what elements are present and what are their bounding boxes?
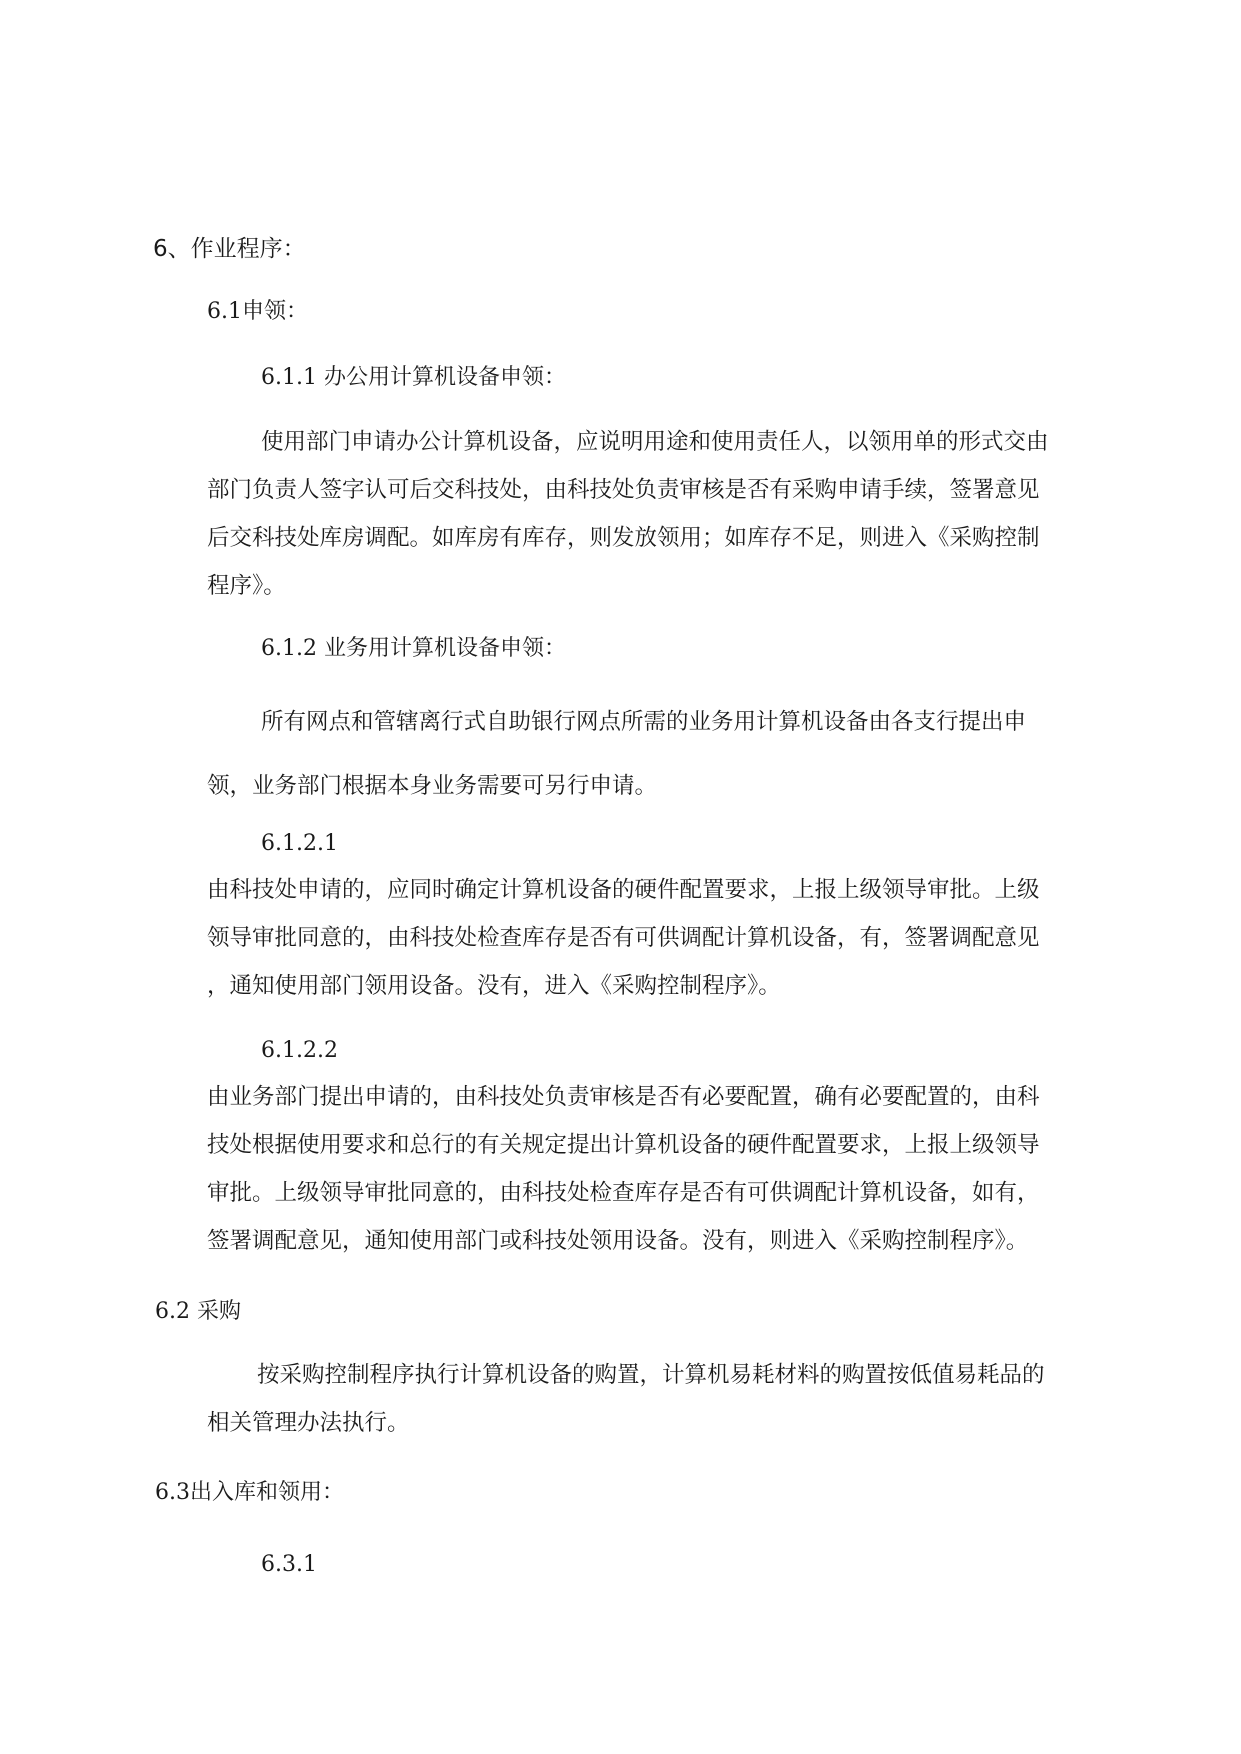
text-line: ，通知使用部门领用设备。没有，进入《采购控制程序》。: [207, 973, 781, 999]
section-6-1-heading: 6.1申领：: [207, 299, 308, 324]
text-line: 部门负责人签字认可后交科技处，由科技处负责审核是否有采购申请手续，签署意见: [207, 477, 1040, 503]
text-line: 审批。上级领导审批同意的，由科技处检查库存是否有可供调配计算机设备，如有，: [207, 1180, 1040, 1206]
section-6-1-1-body: [207, 418, 1127, 610]
text-line: 签署调配意见，通知使用部门或科技处领用设备。没有，则进入《采购控制程序》。: [207, 1228, 1029, 1254]
section-6-1-2-body: [207, 690, 1127, 818]
text-line: 程序》。: [207, 573, 286, 599]
text-line: 相关管理办法执行。: [207, 1410, 410, 1436]
text-line: 使用部门申请办公计算机设备，应说明用途和使用责任人，以领用单的形式交由: [261, 429, 1049, 455]
text-line: 技处根据使用要求和总行的有关规定提出计算机设备的硬件配置要求，上报上级领导: [207, 1132, 1040, 1158]
text-line: 领，业务部门根据本身业务需要可另行申请。: [207, 773, 658, 799]
section-6-2-heading: 6.2 采购: [155, 1299, 241, 1324]
section-6-1-1-heading: 6.1.1 办公用计算机设备申领：: [261, 365, 566, 390]
section-6-1-2-2-number: 6.1.2.2: [261, 1038, 338, 1063]
section-6-1-2-2-body: [207, 1073, 1127, 1265]
text-line: 所有网点和管辖离行式自助银行网点所需的业务用计算机设备由各支行提出申: [261, 709, 1027, 735]
text-line: 由科技处申请的，应同时确定计算机设备的硬件配置要求，上报上级领导审批。上级: [207, 877, 1040, 903]
section-6-1-2-1-number: 6.1.2.1: [261, 831, 338, 856]
section-6-3-1-number: 6.3.1: [261, 1552, 317, 1577]
text-line: 后交科技处库房调配。如库房有库存，则发放领用；如库存不足，则进入《采购控制: [207, 525, 1040, 551]
section-6-3-heading: 6.3出入库和领用：: [155, 1480, 344, 1505]
section-6-1-2-heading: 6.1.2 业务用计算机设备申领：: [261, 636, 566, 661]
text-line: 按采购控制程序执行计算机设备的购置，计算机易耗材料的购置按低值易耗品的: [257, 1362, 1045, 1388]
section-6-1-2-1-body: [207, 866, 1127, 1010]
text-line: 领导审批同意的，由科技处检查库存是否有可供调配计算机设备，有，签署调配意见: [207, 925, 1040, 951]
text-line: 由业务部门提出申请的，由科技处负责审核是否有必要配置，确有必要配置的，由科: [207, 1084, 1040, 1110]
section-6-2-body: [207, 1351, 1127, 1447]
section-6-heading: 6、作业程序：: [153, 236, 306, 262]
